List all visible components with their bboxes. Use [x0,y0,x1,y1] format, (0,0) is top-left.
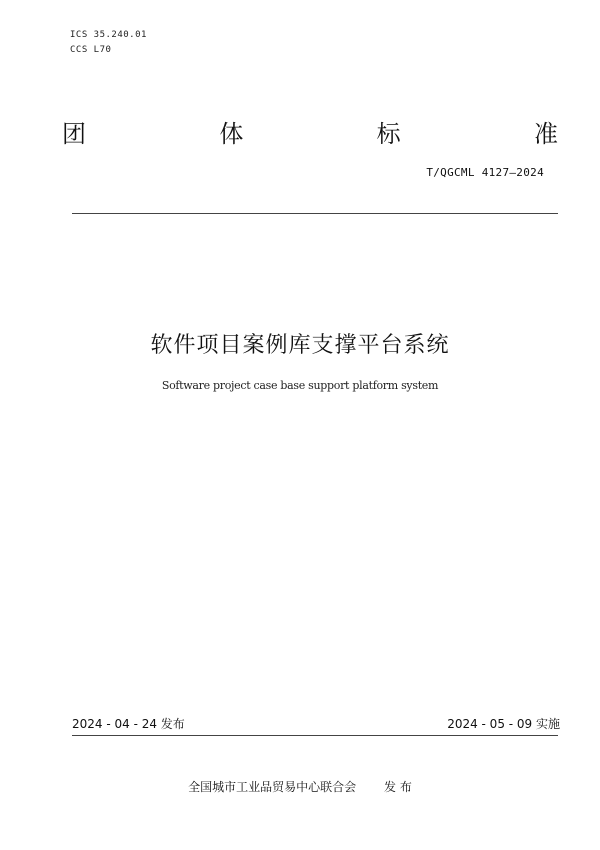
ics-code: ICS 35.240.01 [70,30,147,40]
standard-type-char: 体 [219,120,244,148]
top-divider [72,213,558,214]
standard-type-char: 团 [62,120,86,148]
publish-date: 2024 - 04 - 24 发布 [72,717,185,731]
document-title-chinese: 软件项目案例库支撑平台系统 [150,333,450,358]
standard-type-char: 标 [376,120,401,148]
issuer-line [0,778,600,795]
issuing-organization: 全国城市工业品贸易中心联合会 [188,780,357,794]
issue-action: 发 布 [384,780,412,794]
standard-number: T/QGCML 4127—2024 [426,166,544,179]
standard-type-heading [62,114,558,149]
implementation-date: 2024 - 05 - 09 实施 [447,717,560,731]
bottom-divider [72,735,558,736]
document-title-english: Software project case base support platform system [161,379,439,392]
ccs-code: CCS L70 [70,45,112,55]
standard-type-char: 准 [533,120,558,148]
